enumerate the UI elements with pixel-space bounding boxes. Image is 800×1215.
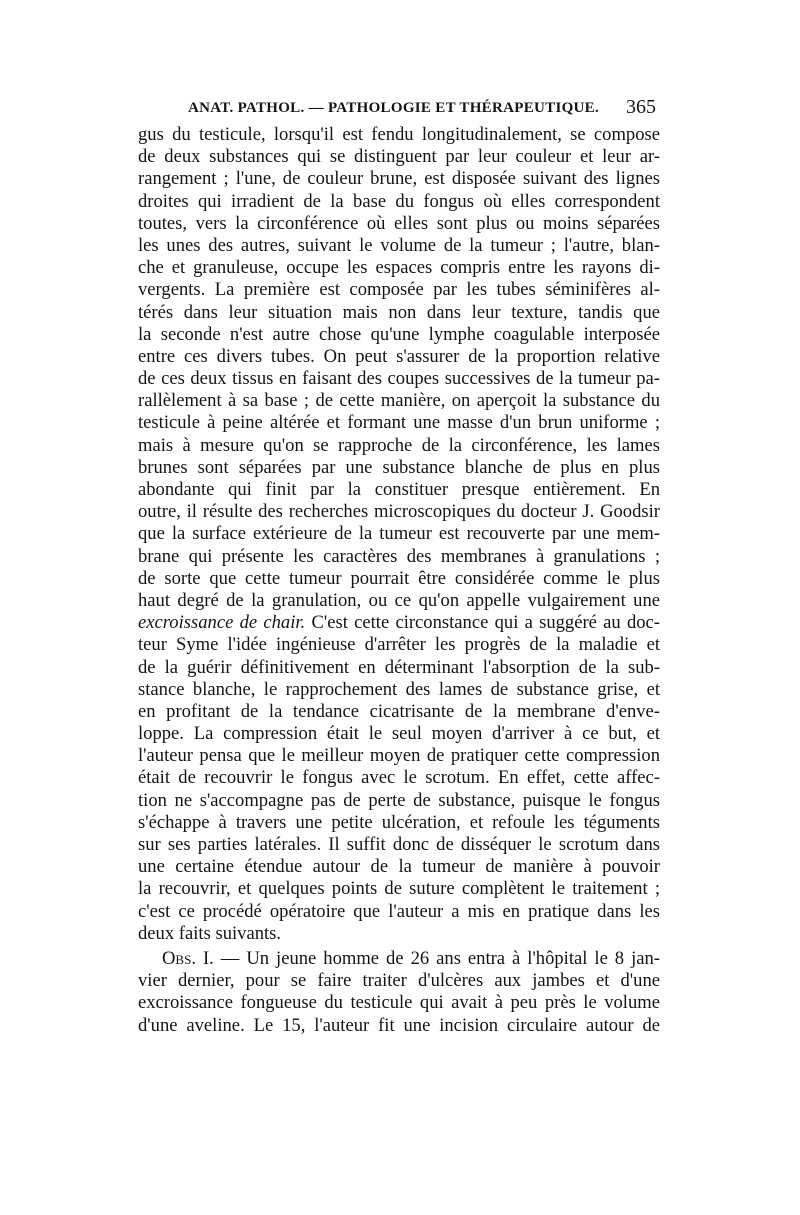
text-line: entre ces divers tubes. On peut s'assurer de la proportion relative — [138, 345, 660, 367]
text-line: gus du testicule, lorsqu'il est fendu longitudinalement, se compose — [138, 124, 660, 145]
text-line: deux faits suivants. — [138, 922, 282, 944]
text-line: rallèlement à sa base ; de cette manière, on aperçoit la substance du — [138, 390, 660, 412]
text-line: rangement ; l'une, de couleur brune, est disposée suivant des lignes — [138, 168, 660, 190]
text-line: vier dernier, pour se faire traiter d'ulcères aux jambes et d'une — [138, 970, 660, 992]
text-line: droites qui irradient de la base du fongus où elles correspondent — [138, 190, 660, 212]
text-line: c'est ce procédé opératoire que l'auteur a mis en pratique dans les — [138, 900, 660, 922]
text-line: toutes, vers la circonférence où elles sont plus ou moins séparées — [138, 212, 660, 234]
text-line: l'auteur pensa que le meilleur moyen de pratiquer cette compression — [138, 745, 660, 767]
text-line: brane qui présente les caractères des membranes à granulations ; — [138, 545, 660, 567]
text-line: était de recouvrir le fongus avec le scrotum. En effet, cette affec- — [138, 767, 660, 789]
text-line: la seconde n'est autre chose qu'une lymphe coagulable interposée — [138, 323, 660, 345]
text-line: la recouvrir, et quelques points de suture complètent le traitement ; — [138, 878, 660, 900]
text-line — [138, 948, 660, 970]
text-line: une certaine étendue autour de la tumeur de manière à pouvoir — [138, 856, 660, 878]
text-line: che et granuleuse, occupe les espaces compris entre les rayons di- — [138, 257, 660, 279]
observation-label: Obs. I. — [162, 947, 214, 969]
text-line: en profitant de la tendance cicatrisante de la membrane d'enve- — [138, 700, 660, 722]
text-line: vergents. La première est composée par les tubes séminifères al- — [138, 279, 660, 301]
paragraph-2 — [138, 970, 660, 1037]
text-line: sur ses parties latérales. Il suffit donc de disséquer le scrotum dans — [138, 834, 660, 855]
text-line: de la guérir définitivement en déterminant l'absorption de la sub- — [138, 656, 660, 678]
text-line: haut degré de la granulation, ou ce qu'on appelle vulgairement une — [138, 589, 660, 611]
italic-phrase: excroissance de chair. — [138, 612, 306, 634]
text-line: stance blanche, le rapprochement des lames de substance grise, et — [138, 678, 660, 700]
text-line: de deux substances qui se distinguent par leur couleur et leur ar- — [138, 146, 660, 168]
text-line: s'échappe à travers une petite ulcération, et refoule les téguments — [138, 811, 660, 833]
line-text: — Un jeune homme de 26 ans entra à l'hôpital le 8 jan- — [213, 947, 660, 969]
text-line: tion ne s'accompagne pas de perte de substance, puisque le fongus — [138, 789, 660, 811]
text-line: loppe. La compression était le seul moyen d'arriver à ce but, et — [138, 723, 660, 745]
text-line: teur Syme l'idée ingénieuse d'arrêter les progrès de la maladie et — [138, 634, 660, 656]
page-header — [172, 96, 658, 122]
text-line: excroissance fongueuse du testicule qui avait à peu près le volume — [138, 992, 660, 1014]
text-line: outre, il résulte des recherches microscopiques du docteur J. Goodsir — [138, 501, 660, 523]
text-line: mais à mesure qu'on se rapproche de la circonférence, les lames — [138, 434, 660, 456]
text-line: d'une aveline. Le 15, l'auteur fit une incision circulaire autour de — [138, 1014, 660, 1036]
text-line — [138, 612, 660, 634]
text-line: que la surface extérieure de la tumeur est recouverte par une mem- — [138, 523, 660, 545]
paragraph-1-continued — [138, 634, 660, 945]
body-text — [138, 124, 660, 1037]
text-line: abondante qui finit par la constituer presque entièrement. En — [138, 479, 660, 500]
page-number: 365 — [626, 96, 656, 118]
text-line: térés dans leur situation mais non dans leur texture, tandis que — [138, 301, 660, 323]
paragraph-1 — [138, 124, 660, 612]
text-line: de ces deux tissus en faisant des coupes successives de la tumeur pa- — [138, 368, 660, 390]
text-line: testicule à peine altérée et formant une masse d'un brun uniforme ; — [138, 412, 660, 434]
text-line: brunes sont séparées par une substance blanche de plus en plus — [138, 456, 660, 478]
running-head: ANAT. PATHOL. — PATHOLOGIE ET THÉRAPEUTIQUE. — [188, 100, 600, 116]
text-line: de sorte que cette tumeur pourrait être considérée comme le plus — [138, 567, 660, 589]
text-line: les unes des autres, suivant le volume de la tumeur ; l'autre, blan- — [138, 234, 660, 256]
line-text: C'est cette circonstance qui a suggéré au doc- — [305, 612, 660, 634]
